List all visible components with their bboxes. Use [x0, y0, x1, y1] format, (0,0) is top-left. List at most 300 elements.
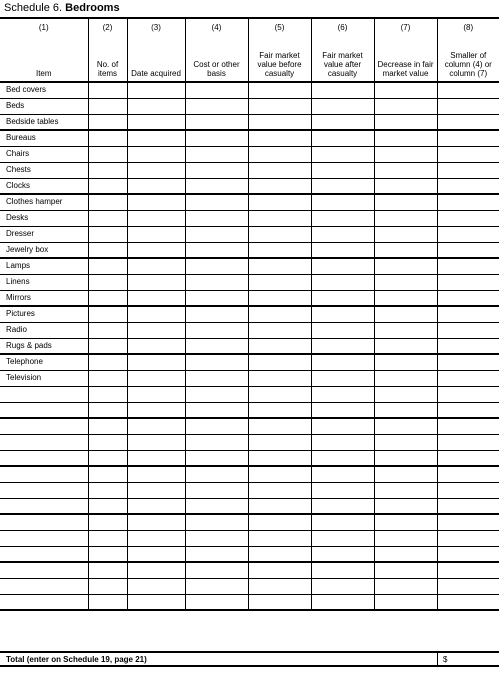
- entry-cell-col-7[interactable]: [374, 386, 437, 402]
- entry-cell-col-5[interactable]: [248, 482, 311, 498]
- entry-cell-col-2[interactable]: [88, 130, 127, 146]
- table-row: [0, 178, 499, 194]
- entry-cell-col-7[interactable]: [374, 226, 437, 242]
- item-name-cell: [0, 562, 88, 578]
- entry-cell-col-8[interactable]: [437, 274, 499, 290]
- dollar-sign: $: [443, 655, 448, 664]
- column-header-2: [88, 18, 127, 82]
- entry-cell-col-5[interactable]: [248, 450, 311, 466]
- entry-cell-col-4[interactable]: [185, 290, 248, 306]
- entry-cell-col-2[interactable]: [88, 594, 127, 610]
- column-number: (6): [337, 23, 348, 32]
- entry-cell-col-8[interactable]: [437, 546, 499, 562]
- entry-cell-col-2[interactable]: [88, 450, 127, 466]
- entry-cell-col-5[interactable]: [248, 130, 311, 146]
- item-name-cell: Chests: [0, 162, 88, 178]
- entry-cell-col-6[interactable]: [311, 546, 374, 562]
- table-row: [0, 114, 499, 130]
- column-header-6: [311, 18, 374, 82]
- entry-cell-col-3[interactable]: [127, 498, 185, 514]
- entry-cell-col-5[interactable]: [248, 178, 311, 194]
- entry-cell-col-5[interactable]: [248, 386, 311, 402]
- entry-cell-col-6[interactable]: [311, 226, 374, 242]
- entry-cell-col-4[interactable]: [185, 210, 248, 226]
- entry-cell-col-6[interactable]: [311, 242, 374, 258]
- entry-cell-col-5[interactable]: [248, 210, 311, 226]
- entry-cell-col-7[interactable]: [374, 194, 437, 210]
- entry-cell-col-8[interactable]: [437, 306, 499, 322]
- column-title: Fair market value before casualty: [257, 51, 302, 78]
- entry-cell-col-5[interactable]: [248, 354, 311, 370]
- entry-cell-col-7[interactable]: [374, 82, 437, 98]
- entry-cell-col-4[interactable]: [185, 82, 248, 98]
- entry-cell-col-4[interactable]: [185, 402, 248, 418]
- entry-cell-col-2[interactable]: [88, 274, 127, 290]
- entry-cell-col-2[interactable]: [88, 290, 127, 306]
- entry-cell-col-3[interactable]: [127, 130, 185, 146]
- entry-cell-col-8[interactable]: [437, 194, 499, 210]
- entry-cell-col-6[interactable]: [311, 82, 374, 98]
- entry-cell-col-4[interactable]: [185, 226, 248, 242]
- entry-cell-col-2[interactable]: [88, 514, 127, 530]
- entry-cell-col-7[interactable]: [374, 578, 437, 594]
- entry-cell-col-2[interactable]: [88, 386, 127, 402]
- entry-cell-col-8[interactable]: [437, 114, 499, 130]
- entry-cell-col-6[interactable]: [311, 322, 374, 338]
- entry-cell-col-2[interactable]: [88, 482, 127, 498]
- entry-cell-col-2[interactable]: [88, 354, 127, 370]
- entry-cell-col-4[interactable]: [185, 194, 248, 210]
- entry-cell-col-8[interactable]: [437, 498, 499, 514]
- entry-cell-col-7[interactable]: [374, 530, 437, 546]
- entry-cell-col-4[interactable]: [185, 306, 248, 322]
- item-name-cell: Chairs: [0, 146, 88, 162]
- entry-cell-col-3[interactable]: [127, 386, 185, 402]
- entry-cell-col-4[interactable]: [185, 114, 248, 130]
- entry-cell-col-3[interactable]: [127, 114, 185, 130]
- entry-cell-col-2[interactable]: [88, 306, 127, 322]
- entry-cell-col-6[interactable]: [311, 530, 374, 546]
- entry-cell-col-6[interactable]: [311, 210, 374, 226]
- item-name-cell: Bureaus: [0, 130, 88, 146]
- column-header-4: [185, 18, 248, 82]
- entry-cell-col-6[interactable]: [311, 370, 374, 386]
- entry-cell-col-4[interactable]: [185, 594, 248, 610]
- column-title: Cost or other basis: [193, 60, 240, 78]
- entry-cell-col-8[interactable]: [437, 530, 499, 546]
- entry-cell-col-2[interactable]: [88, 162, 127, 178]
- column-number: (8): [463, 23, 474, 32]
- entry-cell-col-7[interactable]: [374, 242, 437, 258]
- entry-cell-col-3[interactable]: [127, 178, 185, 194]
- entry-cell-col-6[interactable]: [311, 146, 374, 162]
- entry-cell-col-6[interactable]: [311, 306, 374, 322]
- entry-cell-col-3[interactable]: [127, 82, 185, 98]
- table-row: [0, 338, 499, 354]
- entry-cell-col-7[interactable]: [374, 370, 437, 386]
- entry-cell-col-6[interactable]: [311, 498, 374, 514]
- entry-cell-col-7[interactable]: [374, 466, 437, 482]
- item-name-cell: [0, 530, 88, 546]
- item-name-cell: [0, 386, 88, 402]
- item-name-cell: Telephone: [0, 354, 88, 370]
- entry-cell-col-6[interactable]: [311, 354, 374, 370]
- entry-cell-col-4[interactable]: [185, 450, 248, 466]
- item-name-cell: Clocks: [0, 178, 88, 194]
- entry-cell-col-2[interactable]: [88, 82, 127, 98]
- entry-cell-col-7[interactable]: [374, 498, 437, 514]
- item-name-cell: Bed covers: [0, 82, 88, 98]
- column-title: Date acquired: [131, 69, 181, 78]
- column-title: No. of items: [96, 60, 119, 78]
- entry-cell-col-5[interactable]: [248, 258, 311, 274]
- entry-cell-col-4[interactable]: [185, 98, 248, 114]
- entry-cell-col-4[interactable]: [185, 242, 248, 258]
- entry-cell-col-5[interactable]: [248, 370, 311, 386]
- column-number: (1): [38, 23, 49, 32]
- item-name-cell: [0, 498, 88, 514]
- entry-cell-col-4[interactable]: [185, 498, 248, 514]
- item-name-cell: Jewelry box: [0, 242, 88, 258]
- entry-cell-col-3[interactable]: [127, 338, 185, 354]
- entry-cell-col-5[interactable]: [248, 162, 311, 178]
- entry-cell-col-8[interactable]: [437, 82, 499, 98]
- entry-cell-col-8[interactable]: [437, 354, 499, 370]
- entry-cell-col-2[interactable]: [88, 258, 127, 274]
- entry-cell-col-4[interactable]: [185, 514, 248, 530]
- table-row: [0, 546, 499, 562]
- entry-cell-col-6[interactable]: [311, 178, 374, 194]
- entry-cell-col-7[interactable]: [374, 514, 437, 530]
- entry-cell-col-8[interactable]: [437, 130, 499, 146]
- entry-cell-col-2[interactable]: [88, 418, 127, 434]
- entry-cell-col-2[interactable]: [88, 466, 127, 482]
- entry-cell-col-8[interactable]: [437, 242, 499, 258]
- entry-cell-col-8[interactable]: [437, 450, 499, 466]
- item-name-cell: Mirrors: [0, 290, 88, 306]
- item-name-cell: Rugs & pads: [0, 338, 88, 354]
- table-row: [0, 306, 499, 322]
- entry-cell-col-2[interactable]: [88, 546, 127, 562]
- entry-cell-col-6[interactable]: [311, 290, 374, 306]
- entry-cell-col-8[interactable]: [437, 578, 499, 594]
- entry-cell-col-5[interactable]: [248, 402, 311, 418]
- entry-cell-col-2[interactable]: [88, 114, 127, 130]
- table-row: [0, 290, 499, 306]
- entry-cell-col-4[interactable]: [185, 578, 248, 594]
- item-name-cell: [0, 594, 88, 610]
- entry-cell-col-7[interactable]: [374, 290, 437, 306]
- entry-cell-col-7[interactable]: [374, 146, 437, 162]
- entry-cell-col-2[interactable]: [88, 210, 127, 226]
- entry-cell-col-7[interactable]: [374, 306, 437, 322]
- entry-cell-col-3[interactable]: [127, 306, 185, 322]
- entry-cell-col-3[interactable]: [127, 594, 185, 610]
- entry-cell-col-6[interactable]: [311, 274, 374, 290]
- item-name-cell: Desks: [0, 210, 88, 226]
- entry-cell-col-5[interactable]: [248, 562, 311, 578]
- entry-cell-col-8[interactable]: [437, 434, 499, 450]
- table-row: [0, 354, 499, 370]
- entry-cell-col-2[interactable]: [88, 338, 127, 354]
- entry-cell-col-3[interactable]: [127, 434, 185, 450]
- entry-cell-col-8[interactable]: [437, 338, 499, 354]
- entry-cell-col-5[interactable]: [248, 546, 311, 562]
- entry-cell-col-5[interactable]: [248, 274, 311, 290]
- entry-cell-col-2[interactable]: [88, 178, 127, 194]
- entry-cell-col-6[interactable]: [311, 514, 374, 530]
- entry-cell-col-2[interactable]: [88, 146, 127, 162]
- entry-cell-col-3[interactable]: [127, 370, 185, 386]
- entry-cell-col-7[interactable]: [374, 322, 437, 338]
- entry-cell-col-4[interactable]: [185, 434, 248, 450]
- item-name-cell: [0, 466, 88, 482]
- entry-cell-col-7[interactable]: [374, 418, 437, 434]
- entry-cell-col-3[interactable]: [127, 530, 185, 546]
- entry-cell-col-3[interactable]: [127, 514, 185, 530]
- entry-cell-col-5[interactable]: [248, 306, 311, 322]
- entry-cell-col-5[interactable]: [248, 434, 311, 450]
- entry-cell-col-4[interactable]: [185, 386, 248, 402]
- entry-cell-col-4[interactable]: [185, 530, 248, 546]
- entry-cell-col-8[interactable]: [437, 146, 499, 162]
- table-row: [0, 498, 499, 514]
- entry-cell-col-3[interactable]: [127, 418, 185, 434]
- entry-cell-col-4[interactable]: [185, 322, 248, 338]
- header-row: [0, 18, 499, 82]
- entry-cell-col-3[interactable]: [127, 98, 185, 114]
- entry-cell-col-2[interactable]: [88, 226, 127, 242]
- item-name-cell: Lamps: [0, 258, 88, 274]
- entry-cell-col-3[interactable]: [127, 162, 185, 178]
- entry-cell-col-6[interactable]: [311, 402, 374, 418]
- table-row: [0, 322, 499, 338]
- table-row: [0, 370, 499, 386]
- total-label: Total (enter on Schedule 19, page 21): [6, 655, 147, 664]
- column-number: (5): [274, 23, 285, 32]
- entry-cell-col-8[interactable]: [437, 226, 499, 242]
- entry-cell-col-5[interactable]: [248, 466, 311, 482]
- total-amount-cell[interactable]: [437, 653, 499, 665]
- entry-cell-col-6[interactable]: [311, 450, 374, 466]
- entry-cell-col-4[interactable]: [185, 466, 248, 482]
- table-row: [0, 162, 499, 178]
- table-row: [0, 514, 499, 530]
- column-header-1: [0, 18, 88, 82]
- entry-cell-col-2[interactable]: [88, 562, 127, 578]
- item-name-cell: Pictures: [0, 306, 88, 322]
- entry-cell-col-5[interactable]: [248, 578, 311, 594]
- column-number: (7): [400, 23, 411, 32]
- entry-cell-col-6[interactable]: [311, 434, 374, 450]
- entry-cell-col-5[interactable]: [248, 418, 311, 434]
- entry-cell-col-5[interactable]: [248, 146, 311, 162]
- entry-cell-col-6[interactable]: [311, 338, 374, 354]
- entry-cell-col-3[interactable]: [127, 546, 185, 562]
- entry-cell-col-8[interactable]: [437, 482, 499, 498]
- entry-cell-col-3[interactable]: [127, 194, 185, 210]
- column-header-5: [248, 18, 311, 82]
- entry-cell-col-7[interactable]: [374, 354, 437, 370]
- table-row: [0, 130, 499, 146]
- entry-cell-col-8[interactable]: [437, 594, 499, 610]
- entry-cell-col-8[interactable]: [437, 402, 499, 418]
- entry-cell-col-7[interactable]: [374, 594, 437, 610]
- entry-cell-col-8[interactable]: [437, 418, 499, 434]
- entry-cell-col-3[interactable]: [127, 210, 185, 226]
- entry-cell-col-4[interactable]: [185, 130, 248, 146]
- total-row: [0, 651, 499, 667]
- entry-cell-col-7[interactable]: [374, 210, 437, 226]
- entry-cell-col-7[interactable]: [374, 130, 437, 146]
- entry-cell-col-7[interactable]: [374, 274, 437, 290]
- entry-cell-col-5[interactable]: [248, 322, 311, 338]
- entry-cell-col-3[interactable]: [127, 402, 185, 418]
- entry-cell-col-2[interactable]: [88, 402, 127, 418]
- entry-cell-col-7[interactable]: [374, 482, 437, 498]
- table-row: [0, 258, 499, 274]
- entry-cell-col-4[interactable]: [185, 338, 248, 354]
- column-number: (3): [151, 23, 161, 32]
- entry-cell-col-3[interactable]: [127, 562, 185, 578]
- entry-cell-col-7[interactable]: [374, 402, 437, 418]
- entry-cell-col-8[interactable]: [437, 98, 499, 114]
- entry-cell-col-7[interactable]: [374, 434, 437, 450]
- entry-cell-col-2[interactable]: [88, 98, 127, 114]
- entry-cell-col-8[interactable]: [437, 258, 499, 274]
- entry-cell-col-7[interactable]: [374, 562, 437, 578]
- entry-cell-col-4[interactable]: [185, 546, 248, 562]
- table-row: [0, 594, 499, 610]
- entry-cell-col-8[interactable]: [437, 322, 499, 338]
- entry-cell-col-3[interactable]: [127, 466, 185, 482]
- entry-cell-col-4[interactable]: [185, 274, 248, 290]
- schedule-name: Bedrooms: [65, 2, 120, 14]
- entry-cell-col-4[interactable]: [185, 562, 248, 578]
- entry-cell-col-3[interactable]: [127, 578, 185, 594]
- item-name-cell: Radio: [0, 322, 88, 338]
- entry-cell-col-6[interactable]: [311, 130, 374, 146]
- entry-cell-col-6[interactable]: [311, 418, 374, 434]
- entry-cell-col-3[interactable]: [127, 242, 185, 258]
- entry-cell-col-6[interactable]: [311, 562, 374, 578]
- entry-cell-col-5[interactable]: [248, 226, 311, 242]
- entry-cell-col-2[interactable]: [88, 242, 127, 258]
- entry-cell-col-8[interactable]: [437, 466, 499, 482]
- entry-cell-col-2[interactable]: [88, 530, 127, 546]
- entry-cell-col-4[interactable]: [185, 178, 248, 194]
- entry-cell-col-7[interactable]: [374, 546, 437, 562]
- entry-cell-col-4[interactable]: [185, 418, 248, 434]
- entry-cell-col-5[interactable]: [248, 514, 311, 530]
- entry-cell-col-3[interactable]: [127, 226, 185, 242]
- entry-cell-col-5[interactable]: [248, 114, 311, 130]
- column-title: Decrease in fair market value: [377, 60, 434, 78]
- entry-cell-col-5[interactable]: [248, 194, 311, 210]
- entry-cell-col-6[interactable]: [311, 162, 374, 178]
- entry-cell-col-4[interactable]: [185, 162, 248, 178]
- entry-cell-col-6[interactable]: [311, 466, 374, 482]
- entry-cell-col-2[interactable]: [88, 578, 127, 594]
- table-row: [0, 210, 499, 226]
- entry-cell-col-6[interactable]: [311, 578, 374, 594]
- entry-cell-col-5[interactable]: [248, 290, 311, 306]
- entry-cell-col-7[interactable]: [374, 178, 437, 194]
- table-row: [0, 242, 499, 258]
- entry-cell-col-5[interactable]: [248, 498, 311, 514]
- entry-cell-col-7[interactable]: [374, 162, 437, 178]
- entry-cell-col-5[interactable]: [248, 594, 311, 610]
- column-number: (2): [102, 23, 113, 32]
- entry-cell-col-2[interactable]: [88, 498, 127, 514]
- entry-cell-col-6[interactable]: [311, 386, 374, 402]
- item-name-cell: [0, 434, 88, 450]
- entry-cell-col-4[interactable]: [185, 370, 248, 386]
- item-name-cell: Linens: [0, 274, 88, 290]
- entry-cell-col-5[interactable]: [248, 338, 311, 354]
- column-title: Smaller of column (4) or column (7): [444, 51, 492, 78]
- entry-cell-col-7[interactable]: [374, 338, 437, 354]
- entry-cell-col-8[interactable]: [437, 162, 499, 178]
- entry-cell-col-8[interactable]: [437, 178, 499, 194]
- entry-cell-col-4[interactable]: [185, 146, 248, 162]
- entry-cell-col-6[interactable]: [311, 482, 374, 498]
- entry-cell-col-6[interactable]: [311, 194, 374, 210]
- entry-cell-col-7[interactable]: [374, 258, 437, 274]
- entry-cell-col-4[interactable]: [185, 354, 248, 370]
- entry-cell-col-8[interactable]: [437, 562, 499, 578]
- entry-cell-col-3[interactable]: [127, 274, 185, 290]
- entry-cell-col-5[interactable]: [248, 82, 311, 98]
- entry-cell-col-7[interactable]: [374, 114, 437, 130]
- entry-cell-col-6[interactable]: [311, 114, 374, 130]
- entry-cell-col-3[interactable]: [127, 482, 185, 498]
- entry-cell-col-3[interactable]: [127, 146, 185, 162]
- entry-cell-col-2[interactable]: [88, 194, 127, 210]
- entry-cell-col-8[interactable]: [437, 290, 499, 306]
- table-row: [0, 226, 499, 242]
- item-rows: [0, 82, 499, 610]
- entry-cell-col-3[interactable]: [127, 290, 185, 306]
- entry-cell-col-5[interactable]: [248, 530, 311, 546]
- item-name-cell: Clothes hamper: [0, 194, 88, 210]
- entry-cell-col-3[interactable]: [127, 450, 185, 466]
- entry-cell-col-7[interactable]: [374, 450, 437, 466]
- column-title: Fair market value after casualty: [322, 51, 363, 78]
- entry-cell-col-8[interactable]: [437, 514, 499, 530]
- entry-cell-col-2[interactable]: [88, 434, 127, 450]
- entry-cell-col-2[interactable]: [88, 370, 127, 386]
- entry-cell-col-4[interactable]: [185, 482, 248, 498]
- entry-cell-col-3[interactable]: [127, 354, 185, 370]
- entry-cell-col-7[interactable]: [374, 98, 437, 114]
- entry-cell-col-6[interactable]: [311, 98, 374, 114]
- entry-cell-col-8[interactable]: [437, 386, 499, 402]
- entry-cell-col-6[interactable]: [311, 594, 374, 610]
- item-name-cell: [0, 546, 88, 562]
- entry-cell-col-3[interactable]: [127, 322, 185, 338]
- entry-cell-col-6[interactable]: [311, 258, 374, 274]
- entry-cell-col-8[interactable]: [437, 370, 499, 386]
- entry-cell-col-3[interactable]: [127, 258, 185, 274]
- entry-cell-col-5[interactable]: [248, 242, 311, 258]
- entry-cell-col-8[interactable]: [437, 210, 499, 226]
- entry-cell-col-5[interactable]: [248, 98, 311, 114]
- bedrooms-table: [0, 17, 499, 611]
- entry-cell-col-2[interactable]: [88, 322, 127, 338]
- item-name-cell: Television: [0, 370, 88, 386]
- entry-cell-col-4[interactable]: [185, 258, 248, 274]
